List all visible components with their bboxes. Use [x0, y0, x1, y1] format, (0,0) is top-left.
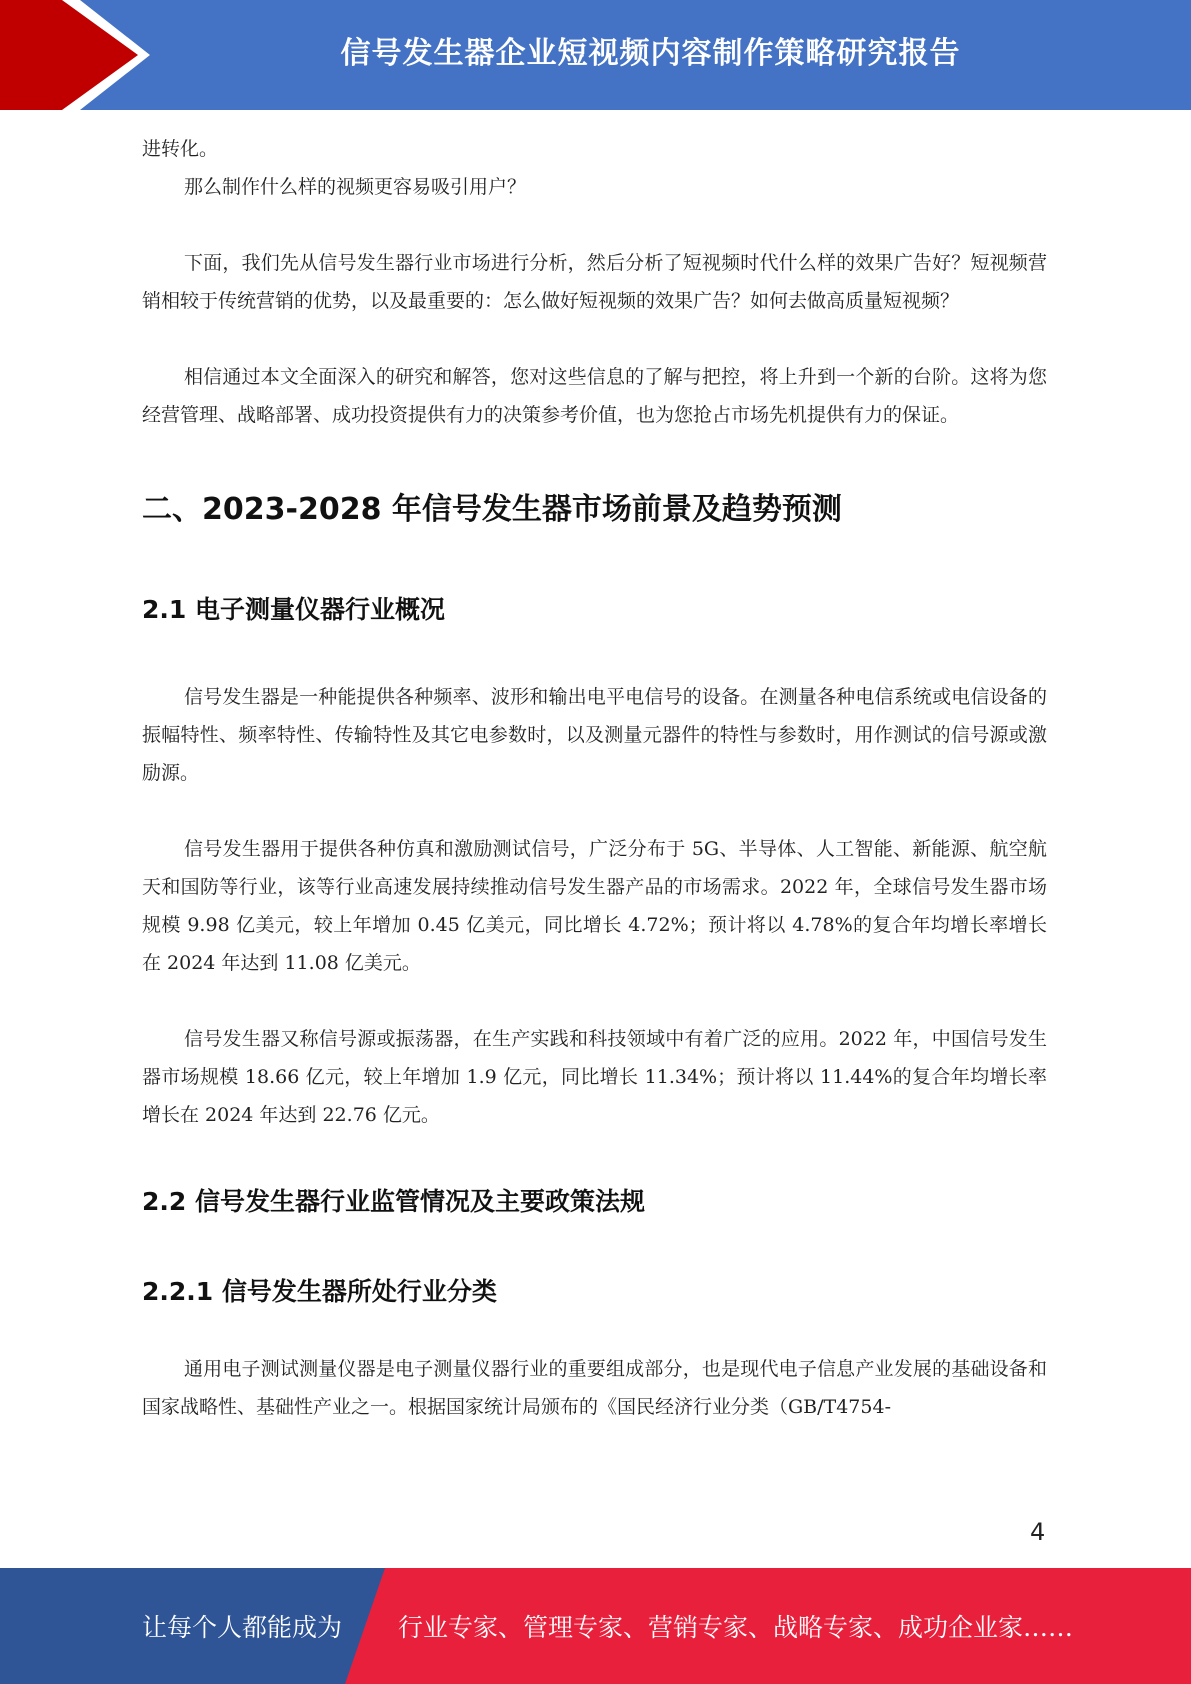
paragraph: 下面，我们先从信号发生器行业市场进行分析，然后分析了短视频时代什么样的效果广告好？短视频营销相较于传统营销的优势，以及最重要的：怎么做好短视频的效果广告？如何去做高质量短视频？: [142, 252, 1047, 312]
paragraph: 信号发生器又称信号源或振荡器，在生产实践和科技领域中有着广泛的应用。2022 年，中国信号发生器市场规模 18.66 亿元，较上年增加 1.9 亿元，同比增长 11.34%；预计将以 11.44%的复合年均增长率增长在 2024 年达到 22.76 亿元。: [142, 1028, 1047, 1126]
report-title: 信号发生器企业短视频内容制作策略研究报告: [340, 36, 961, 71]
page-footer: [0, 1568, 1191, 1684]
header-arrow-decoration: [0, 0, 150, 110]
page-header: [0, 0, 1191, 110]
footer-slogan-left: 让每个人都能成为: [142, 1613, 343, 1642]
paragraph: 进转化。: [142, 138, 219, 160]
paragraph: 信号发生器是一种能提供各种频率、波形和输出电平电信号的设备。在测量各种电信系统或电信设备的振幅特性、频率特性、传输特性及其它电参数时，以及测量元器件的特性与参数时，用作测试的信号源或激励源。: [142, 686, 1047, 784]
subsubsection-heading: 2.2.1 信号发生器所处行业分类: [142, 1277, 497, 1306]
page-body: [142, 130, 1047, 1426]
paragraph: 通用电子测试测量仪器是电子测量仪器行业的重要组成部分，也是现代电子信息产业发展的基础设备和国家战略性、基础性产业之一。根据国家统计局颁布的《国民经济行业分类（GB/T4754-: [142, 1358, 1047, 1418]
footer-slogan-right: 行业专家、管理专家、营销专家、战略专家、成功企业家……: [398, 1613, 1074, 1642]
paragraph: 信号发生器用于提供各种仿真和激励测试信号，广泛分布于 5G、半导体、人工智能、新能源、航空航天和国防等行业，该等行业高速发展持续推动信号发生器产品的市场需求。2022 年，全球信号发生器市场规模 9.98 亿美元，较上年增加 0.45 亿美元，同比增长 4.72%；预计将以 4.78%的复合年均增长率增长在 2024 年达到 11.08 亿美元。: [142, 838, 1047, 974]
subsection-heading: 2.1 电子测量仪器行业概况: [142, 595, 445, 624]
section-heading: 二、2023-2028 年信号发生器市场前景及趋势预测: [142, 492, 842, 527]
paragraph: 相信通过本文全面深入的研究和解答，您对这些信息的了解与把控，将上升到一个新的台阶。这将为您经营管理、战略部署、成功投资提供有力的决策参考价值，也为您抢占市场先机提供有力的保证。: [142, 366, 1047, 426]
page-number: 4: [1030, 1518, 1046, 1546]
subsection-heading: 2.2 信号发生器行业监管情况及主要政策法规: [142, 1187, 645, 1216]
paragraph: 那么制作什么样的视频更容易吸引用户？: [184, 176, 527, 198]
